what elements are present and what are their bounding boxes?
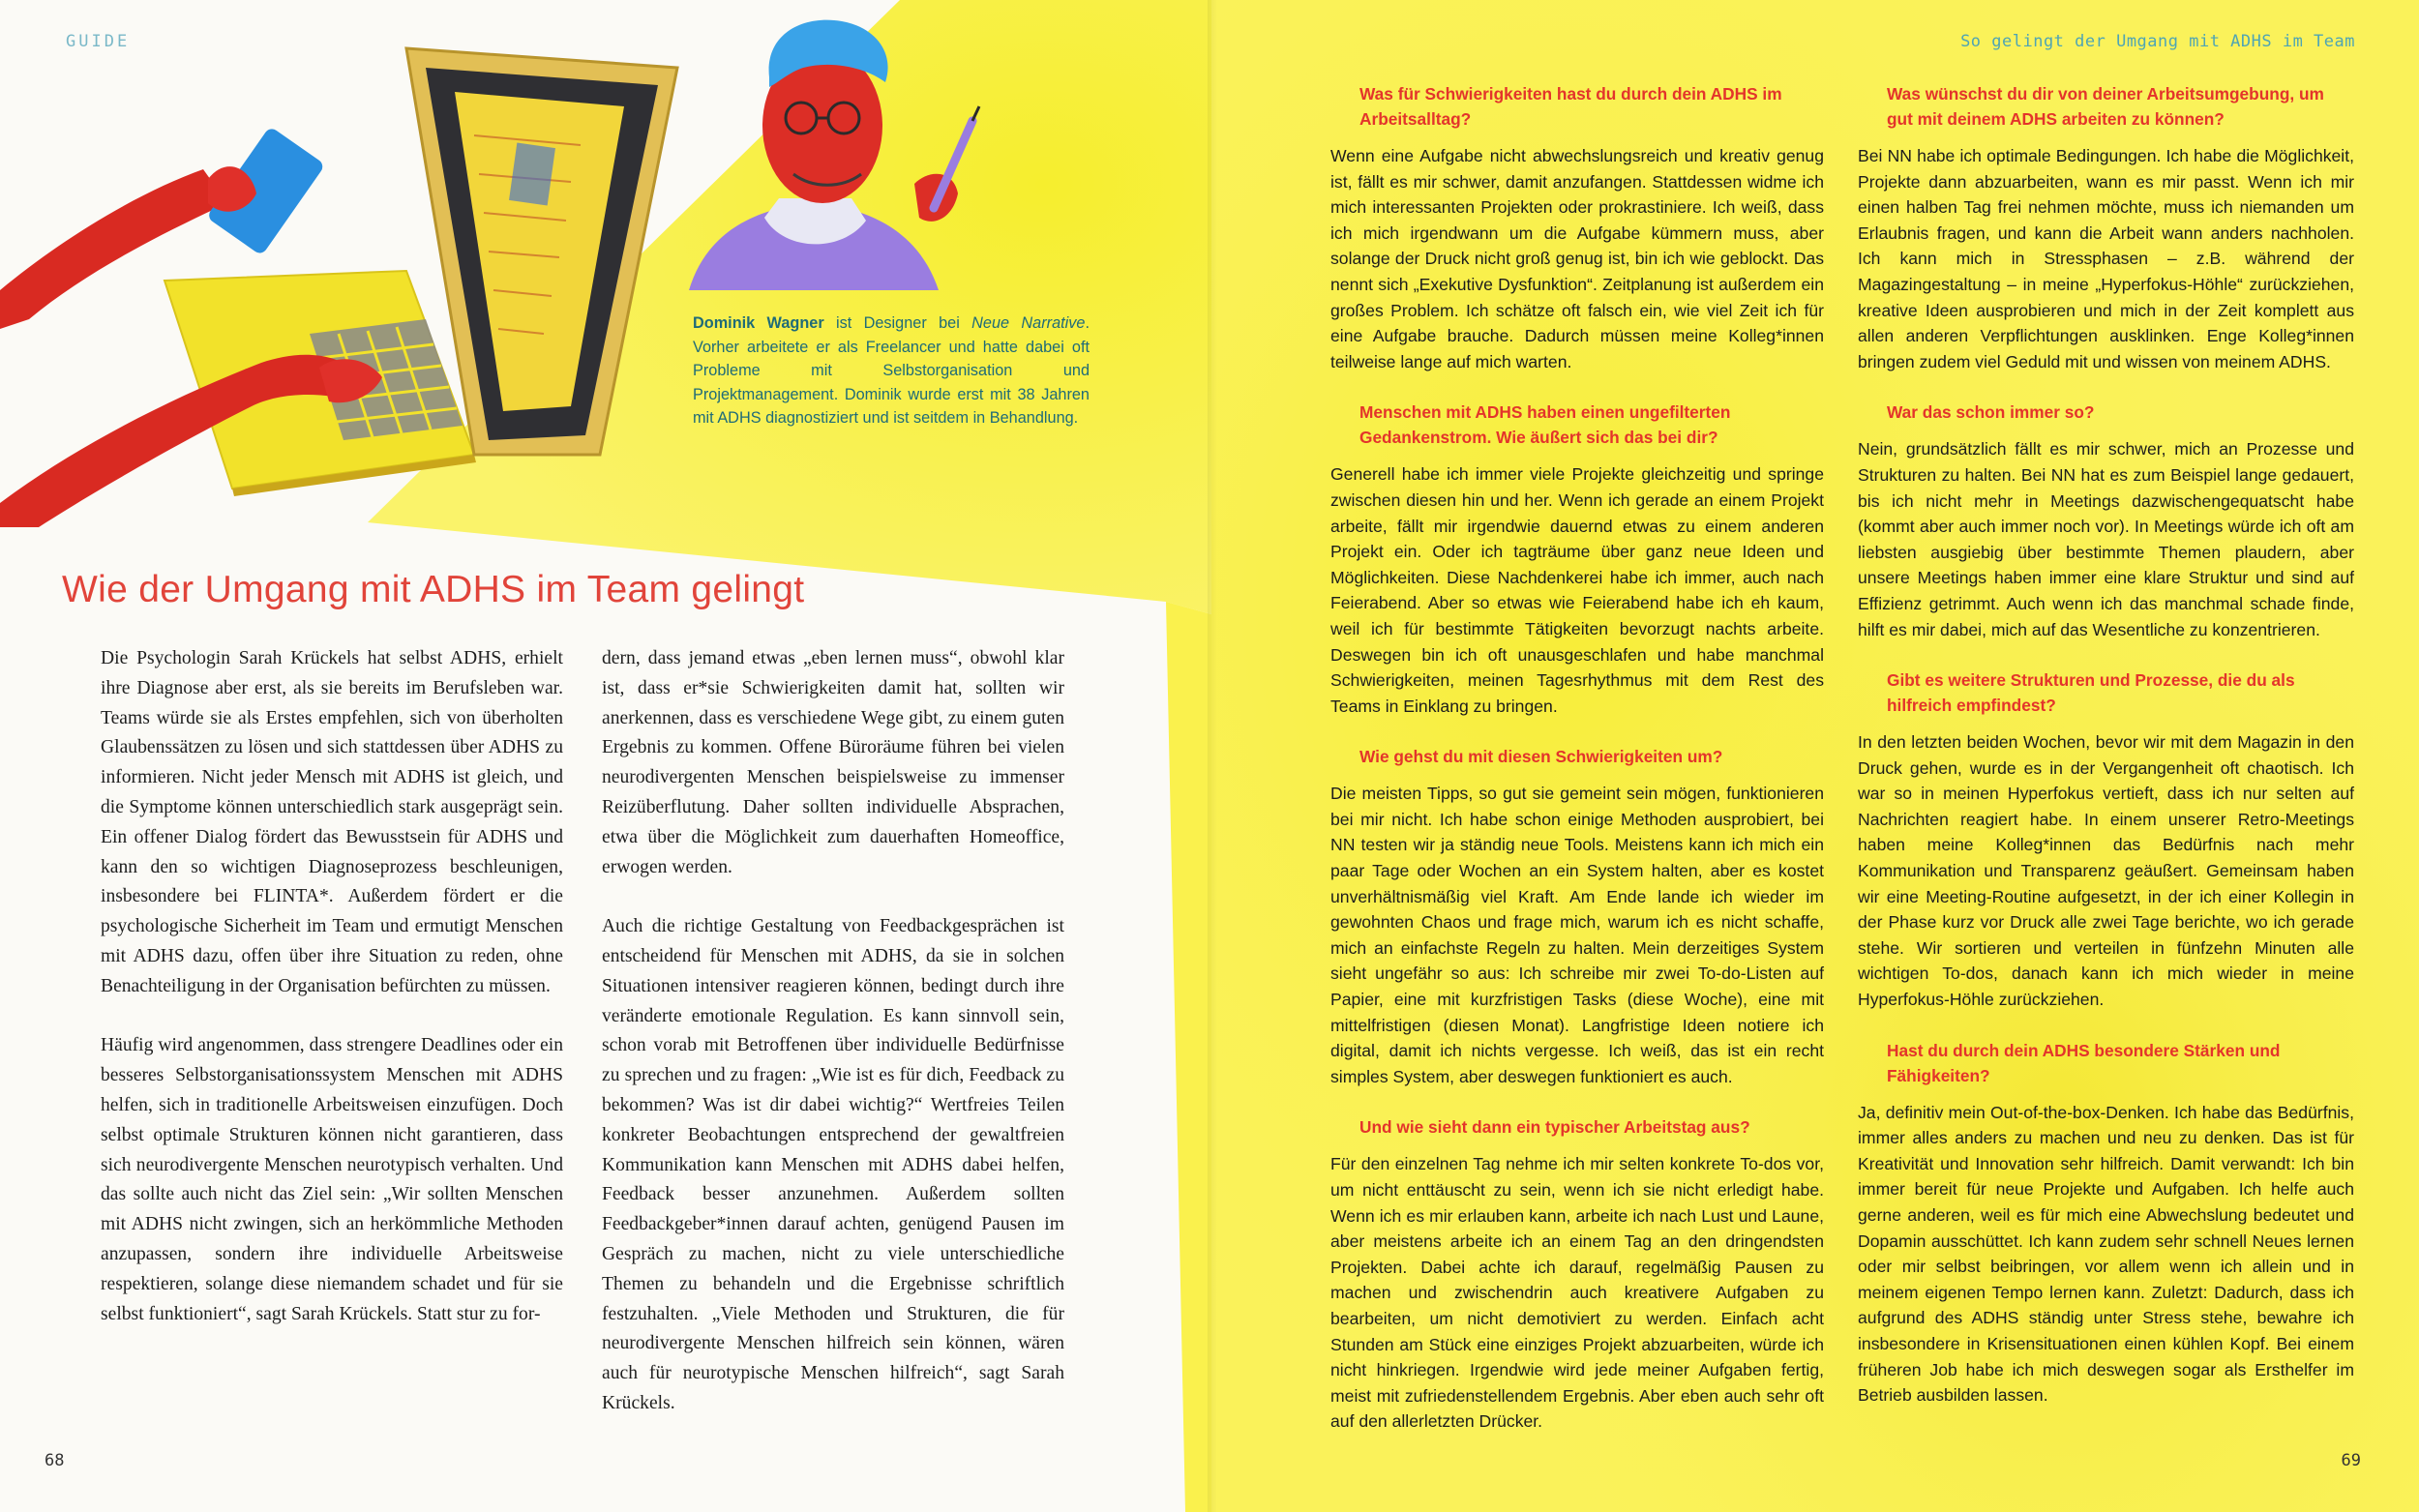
laptop-icon <box>164 48 677 496</box>
article-title: Wie der Umgang mit ADHS im Team gelingt <box>62 569 805 610</box>
article-column-1 <box>101 644 563 1359</box>
interview-answer: Bei NN habe ich optimale Bedingungen. Ich habe die Möglichkeit, Projekte dann abzuarbeiten, wann es mir passt. Wenn ich mir einen halben Tag frei nehmen möchte, muss ich niemanden um Erlaubnis fragen, und kann die Arbeit wann anders nachholen. Ich kann mich in Stressphasen – z.B. während der Magazingestaltung – in meine „Hyperfokus-Höhle“ zurückziehen, kreative Ideen ausprobieren und mich in der Zeit komplett aus allen anderen Verpflichtungen ausklinken. Enge Kolleg*innen bringen zudem viel Geduld mit und wissen von meinem ADHS. <box>1858 146 2354 371</box>
interview-question: Hast du durch dein ADHS besondere Stärken und Fähigkeiten? <box>1887 1040 2281 1085</box>
interview-question: Menschen mit ADHS haben einen ungefilterten Gedankenstrom. Wie äußert sich das bei dir? <box>1359 402 1731 448</box>
person-portrait <box>689 20 958 290</box>
caption-company: Neue Narrative <box>971 314 1086 332</box>
interview-column-left <box>1330 81 1824 1460</box>
interview-answer: Nein, grundsätzlich fällt es mir schwer, mich an Prozesse und Strukturen zu halten. Bei NN hat es zum Beispiel lange gedauert, bis ich nicht mehr in Meetings dazwischengequatscht habe (kommt aber auch immer noch vor). In Meetings würde ich oft am liebsten ausgiebig über bestimmte Themen plaudern, aber unsere Meetings haben immer eine klare Struktur und sind auf Effizienz getrimmt. Auch wenn ich das manchmal schade finde, hilft es mir dabei, mich auf das Wesentliche zu konzentrieren. <box>1858 439 2354 639</box>
interview-column-right <box>1858 81 2354 1434</box>
page-number-left: 68 <box>45 1451 65 1470</box>
interview-answer: Generell habe ich immer viele Projekte gleichzeitig und springe zwischen diesen hin und her. Wenn ich gerade an einem Projekt arbeite, fällt mir irgendwie dauernd etwas zu einem anderen Projekt ein. Oder ich tagträume über ganz neue Ideen und Möglichkeiten. Diese Nachdenkerei habe ich immer, auch nach Feierabend. Aber so etwas wie Feierabend habe ich eh kaum, weil ich für bestimmte Tätigkeiten bevorzugt nachts arbeite. Deswegen bin ich oft unausgeschlafen und habe manchmal Schwierigkeiten, meinen Tagesrhythmus mit dem Rest des Teams in Einklang zu bringen. <box>1330 464 1824 716</box>
running-header: So gelingt der Umgang mit ADHS im Team <box>1960 32 2355 51</box>
interview-question: Was für Schwierigkeiten hast du durch dein ADHS im Arbeitsalltag? <box>1359 84 1782 129</box>
spine-shadow <box>1208 0 1217 1512</box>
interview-answer: Wenn eine Aufgabe nicht abwechslungsreich und kreativ genug ist, fällt es mir schwer, damit anzufangen. Stattdessen widme ich mich interessanten Projekten oder prokrastiniere. Ich weiß, dass ich mich irgendwann um die Aufgabe kümmern muss, aber solange der Druck nicht groß genug ist, bin ich wie geblockt. Das nennt sich „Exekutive Dysfunktion“. Zeitplanung ist außerdem ein großes Problem. Ich schätze oft falsch ein, wie viel Zeit ich für eine Aufgabe brauche. Dadurch müssen meine Kolleg*innen teilweise lange auf mich warten. <box>1330 146 1824 371</box>
paragraph: Auch die richtige Gestaltung von Feedbackgesprächen ist entscheidend für Menschen mit ADHS, da sie in solchen Situationen intensiver reagieren können, bedingt durch ihre veränderte emotionale Regulation. Es kann sinnvoll sein, schon vorab mit Betroffenen über individuelle Bedürfnisse zu sprechen und zu fragen: „Wie ist es für dich, Feedback zu bekommen? Was ist dir dabei wichtig?“ Wertfreies Teilen konkreter Beobachtungen entsprechend der gewaltfreien Kommunikation kann Menschen mit ADHS dabei helfen, Feedback besser anzunehmen. Außerdem sollten Feedbackgeber*innen darauf achten, genügend Pausen im Gespräch zu machen, nicht zu viele unterschiedliche Themen zu behandeln und die Ergebnisse schriftlich festzuhalten. „Viele Methoden und Strukturen, die für neurodivergente Menschen hilfreich sein können, wären auch für neurotypische Menschen hilfreich“, sagt Sarah Krückels. <box>602 916 1064 1413</box>
illustration <box>0 0 1211 600</box>
interview-question: Und wie sieht dann ein typischer Arbeitstag aus? <box>1359 1117 1750 1138</box>
paragraph: Die Psychologin Sarah Krückels hat selbst ADHS, erhielt ihre Diagnose aber erst, als sie bereits im Berufsleben war. Teams würde sie als Erstes empfehlen, sich von überholten Glaubenssätzen zu lösen und sich stattdessen über ADHS zu informieren. Nicht jeder Mensch mit ADHS ist gleich, und die Symptome können unterschiedlich stark ausgeprägt sein. Ein offener Dialog fördert das Bewusstsein für ADHS und kann den so wichtigen Diagnoseprozess beschleunigen, insbesondere bei FLINTA*. Außerdem fördert er die psychologische Sicherheit im Team und ermutigt Menschen mit ADHS dazu, offen über ihre Situation zu reden, ohne Benachteiligung in der Organisation befürchten zu müssen. <box>101 648 563 996</box>
interview-question: Gibt es weitere Strukturen und Prozesse, die du als hilfreich empfindest? <box>1887 670 2295 716</box>
caption-text-2: . Vorher arbeitete er als Freelancer und hatte dabei oft Probleme mit Selbstorganisation und Projektmanagement. Dominik wurde erst mit 38 Jahren mit ADHS diagnostiziert und ist seitdem in Behandlung. <box>693 314 1090 427</box>
section-label: GUIDE <box>66 32 131 51</box>
page-number-right: 69 <box>2341 1451 2361 1470</box>
interview-answer: Die meisten Tipps, so gut sie gemeint sein mögen, funktionieren bei mir nicht. Ich habe schon einige Methoden ausprobiert, bei NN testen wir ja ständig neue Tools. Meistens kann ich mich ein paar Tage oder Wochen an ein System halten, aber es kostet unverhältnismäßig viel Kraft. Am Ende lande ich wieder im gewohnten Chaos und frage mich, warum ich es nicht schaffe, mich an einfachste Regeln zu halten. Mein derzeitiges System sieht ungefähr so aus: Ich schreibe mir zwei To-do-Listen auf Papier, eine mit kurzfristigen Tasks (diese Woche), eine mit mittelfristigen (diesen Monat). Langfristige Ideen notiere ich digital, damit ich nichts vergesse. Ich weiß, das ist ein recht simples System, aber deswegen funktioniert es auch. <box>1330 784 1824 1086</box>
interview-question: Was wünschst du dir von deiner Arbeitsumgebung, um gut mit deinem ADHS arbeiten zu können? <box>1887 84 2324 129</box>
paragraph: Häufig wird angenommen, dass strengere Deadlines oder ein besseres Selbstorganisationssystem Menschen mit ADHS helfen, sich in traditionelle Arbeitsweisen einzufügen. Doch selbst optimale Strukturen können nicht garantieren, dass sich neurodivergente Menschen neurotypisch verhalten. Und das sollte auch nicht das Ziel sein: „Wir sollten Menschen mit ADHS nicht zwingen, sich an herkömmliche Methoden anzupassen, sondern ihre individuelle Arbeitsweise respektieren, solange diese niemandem schadet und für sie selbst funktioniert“, sagt Sarah Krückels. Statt stur zu for- <box>101 1035 563 1324</box>
portrait-caption <box>693 311 1090 430</box>
interview-answer: Ja, definitiv mein Out-of-the-box-Denken. Ich habe das Bedürfnis, immer alles anders zu machen und neu zu denken. Das ist für Kreativität und Innovation sehr hilfreich. Damit verwandt: Ich bin immer bereit für neue Projekte und Aufgaben. Ich helfe auch gerne anderen, weil es für mich eine Abwechslung bedeutet und Dopamin ausschüttet. Ich kann zudem sehr schnell Neues lernen oder mir selbst beibringen, vor allem wenn ich allein und in meinem eigenen Tempo lernen kann. Zuletzt: Dadurch, dass ich aufgrund des ADHS ständig unter Stress stehe, bewahre ich insbesondere in Krisensituationen einen kühlen Kopf. Bei einem früheren Job habe ich mich deswegen sogar als Ersthelfer im Betrieb ausbilden lassen. <box>1858 1102 2354 1406</box>
interview-question: Wie gehst du mit diesen Schwierigkeiten um? <box>1359 747 1723 767</box>
interview-answer: In den letzten beiden Wochen, bevor wir mit dem Magazin in den Druck gehen, wurde es in der Vergangenheit oft chaotisch. Ich war so in meinen Hyperfokus vertieft, dass ich nur selten auf Nachrichten reagiert habe. In einem unserer Retro-Meetings haben meine Kolleg*innen das Bedürfnis nach mehr Kommunikation und Transparenz geäußert. Gemeinsam haben wir eine Meeting-Routine aufgesetzt, in der ich einer Kollegin in der Phase kurz vor Druck alle zwei Tage berichte, wo ich gerade stehe. Wir sortieren und verteilen in fünfzehn Minuten alle wichtigen To-dos, danach kann ich mich wieder in meine Hyperfokus-Höhle zurückziehen. <box>1858 732 2354 1010</box>
interview-answer: Für den einzelnen Tag nehme ich mir selten konkrete To-dos vor, um nicht enttäuscht zu sein, wenn ich sie nicht erledigt habe. Wenn ich es mir erlauben kann, arbeite ich nach Lust und Laune, aber meistens arbeite ich an einem Tag an den dringendsten Projekten. Dabei achte ich darauf, regelmäßig Pausen zu machen und zwischendrin auch kreativere Aufgaben zu bearbeiten, um nicht demotiviert zu werden. Einfach acht Stunden am Stück eine einziges Projekt abzuarbeiten, würde ich nicht hinkriegen. Irgendwie wird jede meiner Aufgaben fertig, meist mit zufriedenstellendem Ergebnis. Aber eben auch sehr oft auf den allerletzten Drücker. <box>1330 1154 1824 1432</box>
paragraph: dern, dass jemand etwas „eben lernen muss“, obwohl klar ist, dass er*sie Schwierigkeiten damit hat, sollten wir anerkennen, dass es verschiedene Wege gibt, zu einem guten Ergebnis zu kommen. Offene Büroräume führen bei vielen neurodivergenten Menschen beispielsweise zu immenser Reizüberflutung. Daher sollten individuelle Absprachen, etwa über die Möglichkeit zum dauerhaften Homeoffice, erwogen werden. <box>602 648 1064 877</box>
interview-question: War das schon immer so? <box>1887 402 2095 423</box>
article-column-2 <box>602 644 1064 1449</box>
caption-text: ist Designer bei <box>823 314 972 332</box>
caption-name: Dominik Wagner <box>693 314 824 332</box>
